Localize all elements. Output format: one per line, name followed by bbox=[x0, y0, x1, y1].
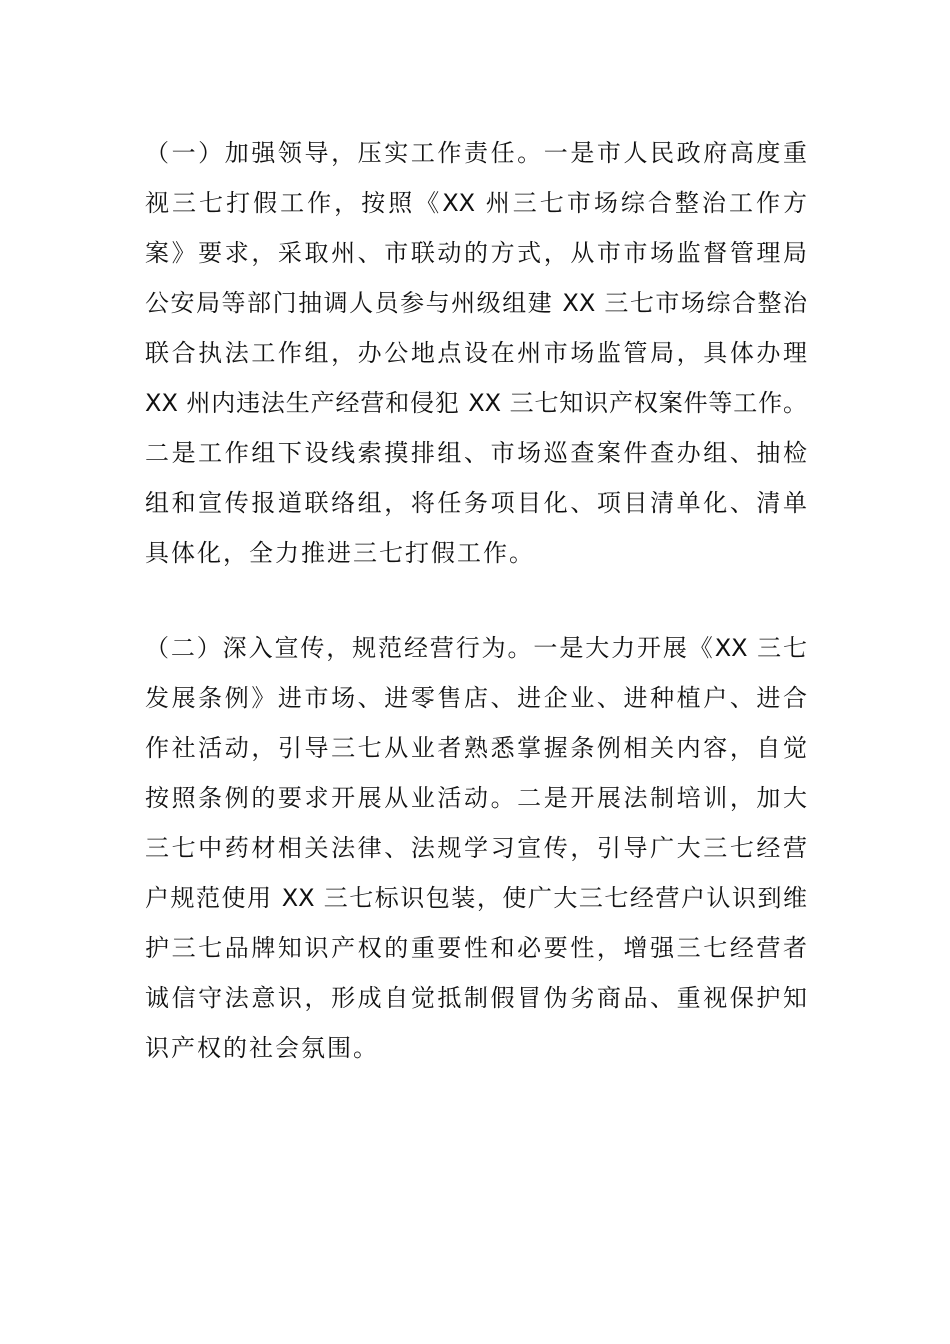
paragraph-line: 发展条例》进市场、进零售店、进企业、进种植户、进合 bbox=[145, 684, 807, 712]
paragraph-line: 公安局等部门抽调人员参与州级组建 XX 三七市场综合整治 bbox=[145, 289, 807, 317]
paragraph-line: 案》要求，采取州、市联动的方式，从市市场监督管理局 bbox=[145, 239, 807, 267]
paragraph-line: 组和宣传报道联络组，将任务项目化、项目清单化、清单 bbox=[145, 489, 807, 517]
paragraph-line: 二是工作组下设线索摸排组、市场巡查案件查办组、抽检 bbox=[145, 439, 807, 467]
paragraph-line: 护三七品牌知识产权的重要性和必要性，增强三七经营者 bbox=[145, 934, 807, 962]
paragraph-line: 诚信守法意识，形成自觉抵制假冒伪劣商品、重视保护知 bbox=[145, 984, 807, 1012]
paragraph-line: （二）深入宣传，规范经营行为。一是大力开展《XX 三七 bbox=[145, 634, 807, 662]
paragraph-line: 视三七打假工作，按照《XX 州三七市场综合整治工作方 bbox=[145, 189, 807, 217]
paragraph-leadership bbox=[145, 128, 807, 578]
paragraph-line: 识产权的社会氛围。 bbox=[145, 1034, 379, 1062]
paragraph-line: 按照条例的要求开展从业活动。二是开展法制培训，加大 bbox=[145, 784, 807, 812]
paragraph-line: 三七中药材相关法律、法规学习宣传，引导广大三七经营 bbox=[145, 834, 807, 862]
paragraph-line: 作社活动，引导三七从业者熟悉掌握条例相关内容，自觉 bbox=[145, 734, 807, 762]
paragraph-line: 具体化，全力推进三七打假工作。 bbox=[145, 539, 535, 567]
paragraph-publicity bbox=[145, 623, 807, 1073]
paragraph-line: XX 州内违法生产经营和侵犯 XX 三七知识产权案件等工作。 bbox=[145, 389, 807, 417]
paragraph-line: 户规范使用 XX 三七标识包装，使广大三七经营户认识到维 bbox=[145, 884, 807, 912]
paragraph-line: （一）加强领导，压实工作责任。一是市人民政府高度重 bbox=[145, 139, 807, 167]
paragraph-line: 联合执法工作组，办公地点设在州市场监管局，具体办理 bbox=[145, 339, 807, 367]
